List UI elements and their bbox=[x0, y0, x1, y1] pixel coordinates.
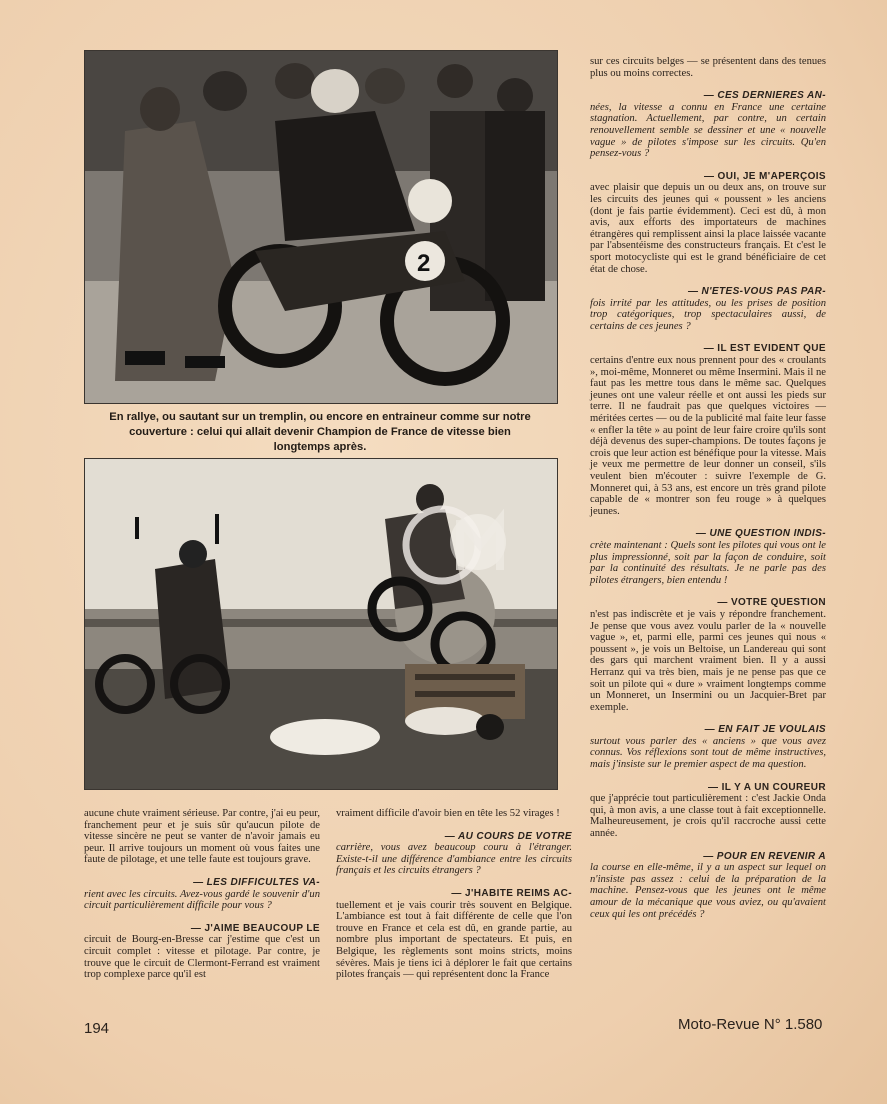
paragraph-lead: — J'HABITE REIMS AC- bbox=[451, 887, 572, 899]
paragraph-text: avec plaisir que depuis un ou deux ans, on trouve sur les circuits des jeunes qui « poussent » les anciens (dont je fais partie évidemment). Ceci est dû, à mon avis, aux efforts des importateurs de machines étrangères qui remplissent ainsi la place laissée vacante par l'absentéisme des constructeurs français. Et c'est le sport motocycliste qui est le grand bénéficiaire de cet état de chose. bbox=[590, 182, 826, 275]
paragraph-text: rient avec les circuits. Avez-vous gardé le souvenir d'un circuit particulièrement difficile pour vous ? bbox=[84, 888, 320, 912]
paragraph-lead: — IL Y A UN COUREUR bbox=[708, 781, 826, 793]
paragraph-lead: — UNE QUESTION INDIS- bbox=[695, 528, 826, 540]
article-paragraph bbox=[590, 343, 826, 517]
paragraph-text: aucune chute vraiment sérieuse. Par contre, j'ai eu peur, franchement peur et je suis sûr qu'aucun pilote de vitesse sincère ne peut se vanter de n'avoir jamais eu peur. Il arrive toujours un moment où vous faites une faute de pilotage, et une telle faute est toujours grave. bbox=[84, 808, 320, 866]
paragraph-lead: — EN FAIT JE VOULAIS bbox=[704, 724, 826, 736]
paragraph-spacer bbox=[590, 160, 826, 171]
paragraph-text: sur ces circuits belges — se présentent dans des tenues plus ou moins correctes. bbox=[590, 56, 826, 79]
paragraph-spacer bbox=[590, 79, 826, 90]
paragraph-spacer bbox=[590, 840, 826, 851]
paragraph-text: circuit de Bourg-en-Bresse car j'estime que c'est un circuit complet : vitesse et pilotage. Par contre, je trouve que le circuit de Clermont-Ferrand est vraiment trop complexe parce qu'il est bbox=[84, 934, 320, 981]
paragraph-spacer bbox=[590, 713, 826, 724]
article-paragraph bbox=[590, 528, 826, 586]
paragraph-spacer bbox=[590, 332, 826, 343]
paragraph-lead: — IL EST EVIDENT QUE bbox=[703, 343, 826, 355]
paragraph-text: la course en elle-même, il y a un aspect sur lequel on n'insiste pas assez : celui de la préparation de la machine. Pensez-vous que les jeunes ont le même amour de la mécanique que vous aviez, ou qu'avaient ceux qui les ont précédés ? bbox=[590, 862, 826, 920]
paragraph-text: surtout vous parler des « anciens » que vous avez connus. Vos réflexions sont tout de même instructives, mais j'insiste sur le premier aspect de ma question. bbox=[590, 735, 826, 771]
article-column-bottom-left bbox=[84, 808, 320, 981]
paragraph-text: n'est pas indiscrète et je vais y répondre franchement. Je pense que vous avez voulu parler de la « nouvelle vague », et, parmi elle, parmi ces jeunes qui nous « poussent », je vois un Beltoise, un Landereau qui sont des gars qui marchent vraiment bien. Il y a aussi Herranz qui va très bien, mais je ne pense pas que ce soit un pilote qui « dure » vraiment longtemps comme un Monneret, un Insermini ou un Jacquier-Bret par exemple. bbox=[590, 608, 826, 713]
article-paragraph bbox=[336, 888, 572, 981]
photo-caption: En rallye, ou sautant sur un tremplin, ou encore en entraineur comme sur notre couverture : celui qui allait devenir Champion de France de vitesse bien longtemps après. bbox=[109, 411, 531, 453]
article-paragraph bbox=[590, 851, 826, 921]
paragraph-spacer bbox=[336, 820, 572, 831]
paragraph-lead: — J'AIME BEAUCOUP LE bbox=[190, 922, 320, 934]
paragraph-text: certains d'entre eux nous prennent pour des « croulants », moi-même, Monneret ou même Insermini. Mais il ne faut pas les mettre tous dans le même sac. Quelques jeunes ont une valeur réelle et ont aussi les pieds sur terre. Il ne faudrait pas que quelques victoires — méritées certes — ou de la publicité mal faite leur fasse « enfler la tête » au point de leur faire croire qu'ils sont déjà devenus des super-champions. De toutes façons je crois que leur action est bénéfique pour la vitesse. Mais je veux me permettre de leur donner un conseil, s'ils veulent bien m'écouter : suivre l'exemple de G. Monneret qui, à 53 ans, est encore un très grand pilote capable de « montrer son feu rouge » à quelques jeunes. bbox=[590, 355, 826, 517]
paragraph-spacer bbox=[84, 912, 320, 923]
article-paragraph bbox=[590, 171, 826, 275]
paragraph-lead: — CES DERNIERES AN- bbox=[703, 90, 826, 102]
article-paragraph bbox=[336, 831, 572, 877]
paragraph-text: que j'apprécie tout particulièrement : c'est Jackie Onda qui, à mon avis, a une classe tout à fait exceptionnelle. Malheureusement, je crois qu'il raccroche aussi cette année. bbox=[590, 793, 826, 840]
article-paragraph bbox=[84, 923, 320, 981]
paragraph-lead: — N'ETES-VOUS PAS PAR- bbox=[687, 286, 826, 298]
article-paragraph bbox=[590, 597, 826, 713]
article-column-right bbox=[590, 56, 826, 920]
paragraph-spacer bbox=[590, 771, 826, 782]
article-paragraph bbox=[590, 782, 826, 840]
rally-photo bbox=[84, 50, 558, 404]
mr-logo-watermark bbox=[400, 500, 515, 595]
paragraph-lead: — OUI, JE M'APERÇOIS bbox=[703, 170, 826, 182]
paragraph-lead: — AU COURS DE VOTRE bbox=[444, 830, 572, 842]
paragraph-text: carrière, vous avez beaucoup couru à l'étranger. Existe-t-il une différence d'ambiance entre les circuits français et les circuits étrangers ? bbox=[336, 842, 572, 877]
paragraph-text: nées, la vitesse a connu en France une certaine stagnation. Actuellement, par contre, un certain renouvellement semble se dessiner et une « nouvelle vague » de pilotes s'impose sur les circuits. Qu'en pensez-vous ? bbox=[590, 101, 826, 160]
paragraph-spacer bbox=[336, 877, 572, 888]
article-paragraph bbox=[336, 808, 572, 820]
article-paragraph bbox=[84, 877, 320, 912]
page-number: 194 bbox=[84, 1020, 110, 1037]
paragraph-lead: — VOTRE QUESTION bbox=[717, 597, 826, 609]
article-paragraph bbox=[590, 286, 826, 332]
magazine-issue: Moto-Revue N° 1.580 bbox=[678, 1016, 823, 1033]
paragraph-spacer bbox=[590, 517, 826, 528]
svg-text:2: 2 bbox=[417, 250, 431, 277]
paragraph-text: crète maintenant : Quels sont les pilotes qui vous ont le plus impressionné, soit par la façon de conduire, soit par la continuité des résultats. Je ne parle pas des pilotes étrangers, bien entendu ! bbox=[590, 539, 826, 586]
paragraph-lead: — POUR EN REVENIR A bbox=[703, 850, 826, 862]
paragraph-text: tuellement et je vais courir très souvent en Belgique. L'ambiance est tout à fait différente de celle que l'on trouve en France et cela est dû, en grande partie, au nombre plus important de spectateurs. Et puis, en Belgique, les règlements sont moins stricts, moins sévères. Mais je tiens ici à déplorer le fait que certains pilotes français — qui représentent donc la France bbox=[336, 899, 572, 981]
paragraph-spacer bbox=[84, 866, 320, 877]
paragraph-spacer bbox=[590, 275, 826, 286]
paragraph-spacer bbox=[590, 586, 826, 597]
paragraph-text: fois irrité par les attitudes, ou les prises de position trop catégoriques, trop spectaculaires aussi, de certains de ces jeunes ? bbox=[590, 297, 826, 332]
paragraph-text: vraiment difficile d'avoir bien en tête les 52 virages ! bbox=[336, 808, 560, 819]
article-paragraph bbox=[84, 808, 320, 866]
article-paragraph bbox=[590, 56, 826, 79]
rally-photo-image bbox=[85, 51, 557, 403]
article-paragraph bbox=[590, 90, 826, 160]
article-paragraph bbox=[590, 724, 826, 770]
paragraph-lead: — LES DIFFICULTES VA- bbox=[193, 876, 320, 888]
article-column-bottom-middle bbox=[336, 808, 572, 981]
